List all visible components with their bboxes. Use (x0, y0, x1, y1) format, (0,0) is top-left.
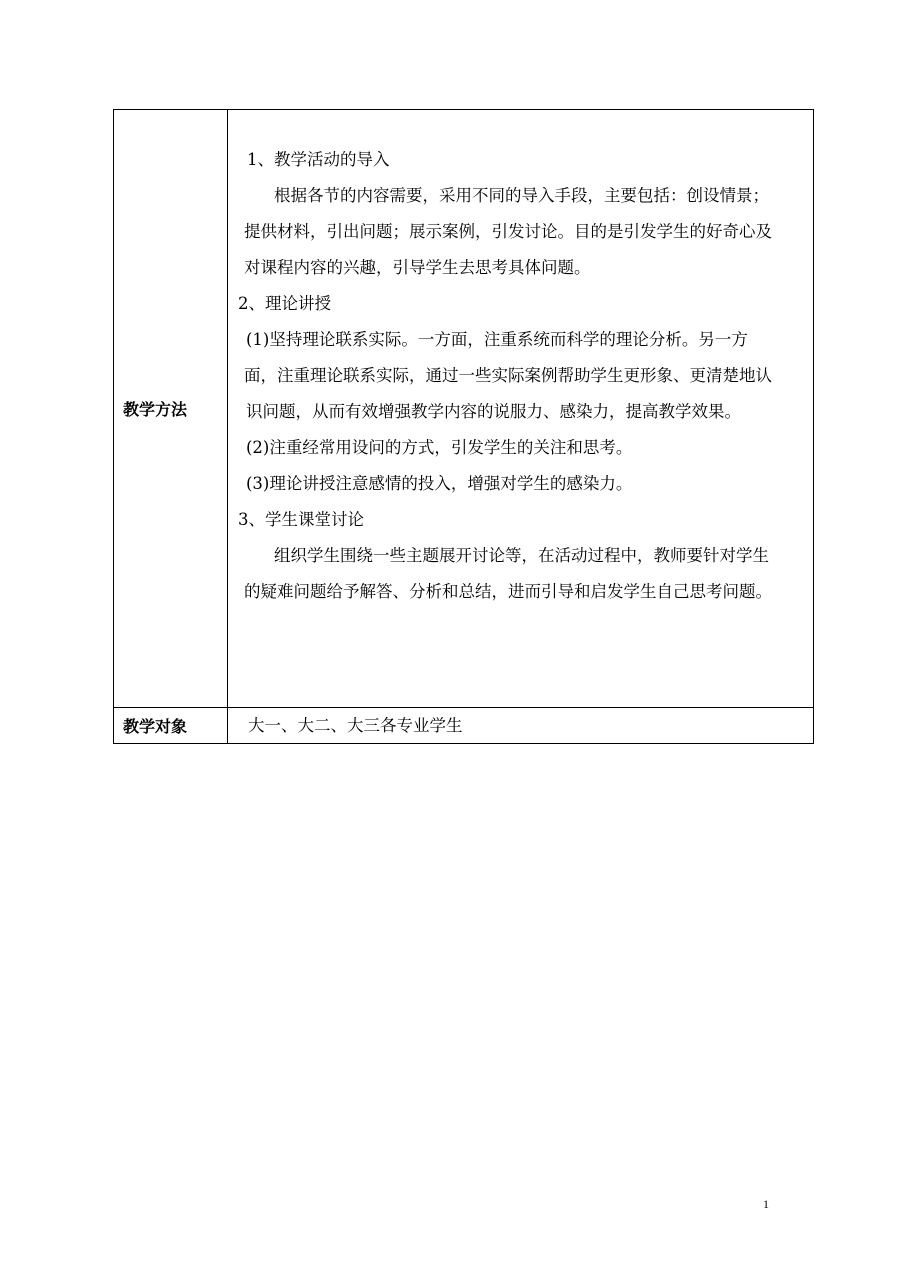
paragraph-line: 识问题，从而有效增强教学内容的说服力、感染力，提高教学效果。 (246, 402, 741, 421)
teaching-target-row (114, 708, 814, 744)
list-item-line: (3)理论讲授注意感情的投入，增强对学生的感染力。 (246, 474, 633, 493)
paragraph-line: 提供材料，引出问题；展示案例，引发讨论。目的是引发学生的好奇心及 (244, 222, 772, 241)
course-info-table (113, 109, 814, 744)
paragraph-line: 的疑难问题给予解答、分析和总结，进而引导和启发学生自己思考问题。 (244, 582, 772, 601)
paragraph-line: 组织学生围绕一些主题展开讨论等，在活动过程中，教师要针对学生 (274, 546, 769, 565)
teaching-methods-row (114, 110, 814, 708)
paragraph-line: 根据各节的内容需要，采用不同的导入手段，主要包括：创设情景； (274, 186, 769, 205)
section-heading-intro: 1、教学活动的导入 (247, 150, 390, 169)
list-item-line: (2)注重经常用设问的方式，引发学生的关注和思考。 (246, 438, 633, 457)
section-heading-discussion: 3、学生课堂讨论 (238, 510, 364, 529)
teaching-methods-content (228, 110, 814, 708)
teaching-target-value: 大一、大二、大三各专业学生 (228, 708, 814, 744)
paragraph-line: 面，注重理论联系实际，通过一些实际案例帮助学生更形象、更清楚地认 (244, 366, 772, 385)
teaching-target-label: 教学对象 (114, 708, 228, 744)
page-number: 1 (763, 1197, 769, 1211)
teaching-methods-label: 教学方法 (114, 110, 228, 708)
section-heading-lecture: 2、理论讲授 (238, 294, 331, 313)
paragraph-line: 对课程内容的兴趣，引导学生去思考具体问题。 (244, 258, 591, 277)
list-item-line: (1)坚持理论联系实际。一方面，注重系统而科学的理论分析。另一方 (246, 330, 748, 349)
